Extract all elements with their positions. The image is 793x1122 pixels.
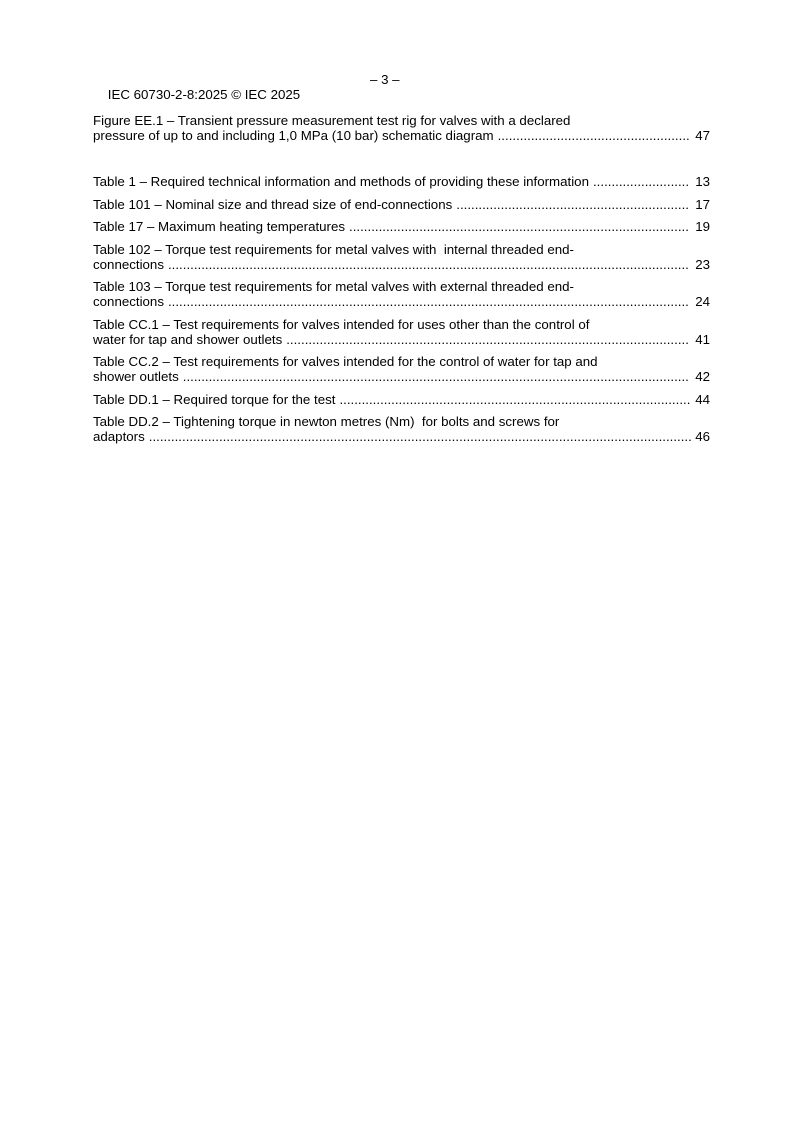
toc-entry-table-102 xyxy=(93,242,710,272)
dot-leader: ............................................................................................ xyxy=(349,219,689,234)
toc-entry-line xyxy=(93,332,710,347)
toc-entry-title: connections xyxy=(93,256,164,272)
toc-entry-title: water for tap and shower outlets xyxy=(93,331,283,347)
toc-entry-page-number: 41 xyxy=(695,331,710,347)
document-reference: IEC 60730-2-8:2025 © IEC 2025 xyxy=(107,87,301,102)
dot-leader: ......................................................................................................................................... xyxy=(182,369,689,384)
toc-entry-title: Table 101 – Nominal size and thread size of end-connections xyxy=(93,196,453,212)
dot-leader: ............................................................... xyxy=(456,196,689,212)
toc-entry-page-number: 46 xyxy=(695,429,710,444)
toc-entry-table-dd-2 xyxy=(93,414,710,444)
toc-entry-title: shower outlets xyxy=(93,369,179,384)
dot-leader: ............................................................................................................................................. xyxy=(167,256,689,272)
toc-entry-figure-ee-1 xyxy=(93,113,710,143)
dot-leader: .................................................... xyxy=(497,128,690,143)
page-number-marker: – 3 – xyxy=(370,72,400,87)
toc-entry-table-cc-1 xyxy=(93,317,710,347)
toc-table-list xyxy=(93,174,710,444)
toc-entry-page-number: 44 xyxy=(695,391,710,407)
toc-entry-title: Table 1 – Required technical information and methods of providing these information xyxy=(93,174,589,189)
toc-entry-page-number: 24 xyxy=(695,294,710,309)
dot-leader: .......................... xyxy=(592,174,690,189)
toc-entry-title: connections xyxy=(93,294,164,309)
toc-entry-line xyxy=(93,414,710,429)
toc-entry-line xyxy=(93,317,710,332)
dot-leader: ............................................................................................... xyxy=(339,391,691,407)
toc-entry-line xyxy=(93,174,710,189)
toc-entry-title: Table DD.2 – Tightening torque in newton metres (Nm) for bolts and screws for xyxy=(93,414,560,429)
toc-entry-table-dd-1 xyxy=(93,392,710,407)
dot-leader: ................................................................................................................................................... xyxy=(148,429,692,444)
toc-figure-list xyxy=(93,113,710,143)
toc-entry-table-cc-2 xyxy=(93,354,710,384)
toc-entry-line xyxy=(93,128,710,143)
toc-entry-title: Figure EE.1 – Transient pressure measurement test rig for valves with a declared xyxy=(93,113,571,128)
toc-entry-title: Table CC.2 – Test requirements for valves intended for the control of water for tap and xyxy=(93,354,598,369)
toc-entry-page-number: 47 xyxy=(695,128,710,143)
toc-entry-line xyxy=(93,113,710,128)
toc-entry-page-number: 17 xyxy=(695,196,710,212)
toc-entry-page-number: 13 xyxy=(695,174,710,189)
dot-leader: ............................................................................................................................................. xyxy=(167,294,689,309)
toc-entry-page-number: 42 xyxy=(695,369,710,384)
toc-entry-line xyxy=(93,257,710,272)
toc-entry-title: pressure of up to and including 1,0 MPa (10 bar) schematic diagram xyxy=(93,128,494,143)
toc-entry-line xyxy=(93,392,710,407)
toc-entry-title: Table 102 – Torque test requirements for metal valves with internal threaded end- xyxy=(93,241,574,257)
toc-entry-title: Table DD.1 – Required torque for the test xyxy=(93,391,336,407)
toc-entry-page-number: 19 xyxy=(695,219,710,234)
toc-entry-line xyxy=(93,369,710,384)
toc-entry-title: adaptors xyxy=(93,429,145,444)
toc-entry-title: Table 17 – Maximum heating temperatures xyxy=(93,219,346,234)
toc-entry-table-1 xyxy=(93,174,710,189)
toc-entry-page-number: 23 xyxy=(695,256,710,272)
dot-leader: ............................................................................................................. xyxy=(286,331,689,347)
toc-entry-title: Table CC.1 – Test requirements for valves intended for uses other than the control of xyxy=(93,316,590,332)
toc-entry-table-101 xyxy=(93,197,710,212)
toc-entry-line xyxy=(93,294,710,309)
toc-entry-line xyxy=(93,219,710,234)
toc-entry-line xyxy=(93,242,710,257)
toc-entry-table-103 xyxy=(93,279,710,309)
toc-entry-line xyxy=(93,354,710,369)
page-header xyxy=(93,72,710,102)
toc-entry-title: Table 103 – Torque test requirements for metal valves with external threaded end- xyxy=(93,279,574,294)
toc-entry-line xyxy=(93,197,710,212)
toc-entry-line xyxy=(93,429,710,444)
toc-entry-table-17 xyxy=(93,219,710,234)
toc-entry-line xyxy=(93,279,710,294)
